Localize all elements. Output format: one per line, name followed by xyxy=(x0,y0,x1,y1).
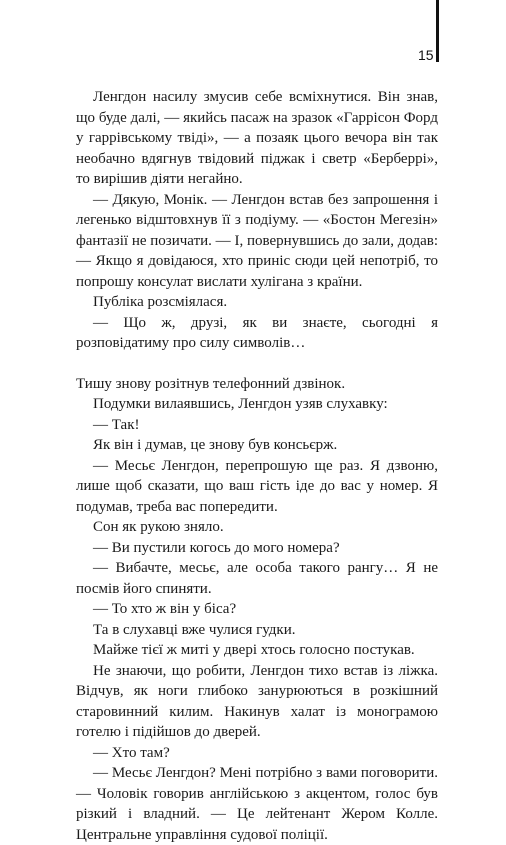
page-number: 15 xyxy=(418,47,434,63)
paragraph: — Хто там? xyxy=(93,744,170,761)
paragraph: Та в слухавці вже чулися гудки. xyxy=(93,621,296,638)
paragraph: — Що ж, друзі, як ви знаєте, сьогодні я розповідатиму про силу символів… xyxy=(76,314,438,351)
paragraph: Тишу знову розітнув телефонний дзвінок. xyxy=(76,375,346,392)
paragraph: — Месьє Ленгдон? Мені потрібно з вами поговорити. — Чоловік говорив англійською з акцентом, голос був різкий і владний. — Це лейтенант Жером Колле. Центральне управління судової поліції. xyxy=(76,765,438,843)
paragraph: Публіка розсміялася. xyxy=(93,294,228,310)
paragraph: Ленгдон насилу змусив себе всміхнутися. Він знав, що буде далі, — якийсь пасаж на зразок «Гаррісон Форд у гаррівському твіді», — а позаяк цього вечора він так необачно вдягнув твідовий піджак і светр «Берберрі», то вирішив діяти негайно. xyxy=(76,89,438,187)
paragraph: — Месьє Ленгдон, перепрошую ще раз. Я дзвоню, лише щоб сказати, що ваш гість іде до вас у номер. Я подумав, треба вас попередити. xyxy=(76,457,438,515)
section-break xyxy=(76,354,438,374)
page-edge-bar xyxy=(436,0,439,62)
paragraph: — Так! xyxy=(93,416,140,433)
paragraph: Як він і думав, це знову був консьєрж. xyxy=(93,437,338,453)
paragraph: — Ви пустили когось до мого номера? xyxy=(93,539,340,556)
paragraph: Майже тієї ж миті у двері хтось голосно постукав. xyxy=(93,642,415,658)
paragraph: Не знаючи, що робити, Ленгдон тихо встав із ліжка. Відчув, як ноги глибоко занурюються в розкішний старовинний килим. Накинув халат із монограмою готелю і підійшов до дверей. xyxy=(76,662,438,740)
paragraph: — Вибачте, месьє, але особа такого рангу… Я не посмів його спиняти. xyxy=(76,560,438,597)
paragraph: — То хто ж він у біса? xyxy=(93,601,237,617)
paragraph: Подумки вилаявшись, Ленгдон узяв слухавку: xyxy=(93,396,388,412)
paragraph: — Дякую, Монік. — Ленгдон встав без запрошення і легенько відштовхнув її з подіуму. — «Бостон Мегезін» фантазії не позичати. — І, повернувшись до зали, додав: — Якщо я довідаюся, хто приніс сюди цей непотріб, то попрошу консулат вислати хулігана з країни. xyxy=(76,191,438,290)
paragraph: Сон як рукою зняло. xyxy=(93,519,224,535)
body-text xyxy=(76,87,438,845)
